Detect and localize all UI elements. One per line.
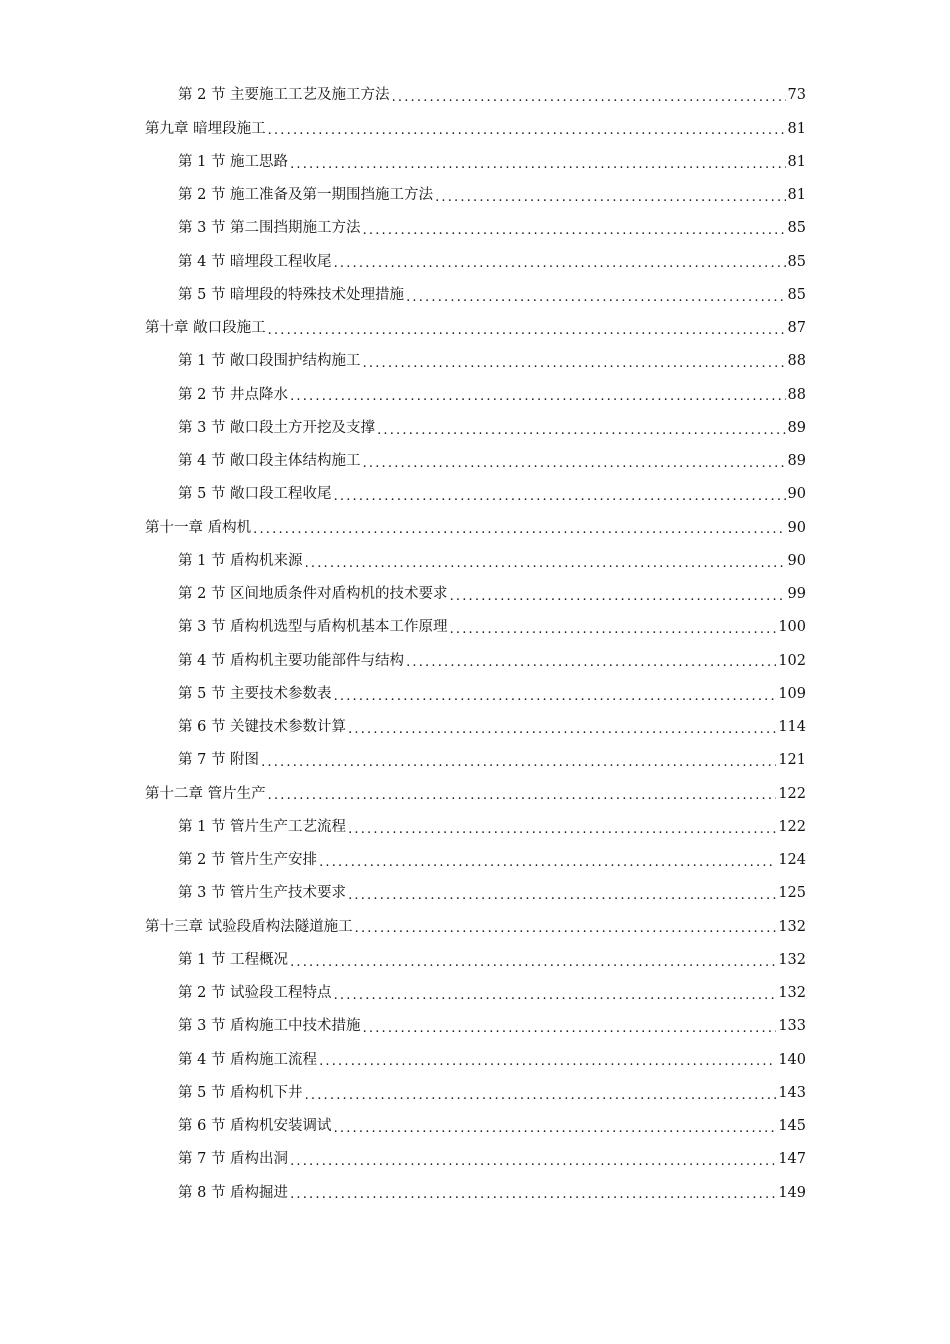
toc-page-number: 85: [787, 220, 806, 237]
toc-page-number: 90: [787, 519, 806, 536]
toc-entry-title: 第 2 节 区间地质条件对盾构机的技术要求: [178, 586, 448, 603]
toc-page-number: 122: [778, 785, 806, 802]
toc-entry-title: 第 2 节 管片生产安排: [178, 852, 318, 869]
toc-section-entry[interactable]: [0, 245, 950, 278]
toc-section-entry[interactable]: [0, 79, 950, 112]
toc-entry-title: 第 2 节 主要施工工艺及施工方法: [178, 87, 390, 104]
toc-section-entry[interactable]: [0, 545, 950, 578]
toc-page-number: 114: [778, 719, 806, 736]
toc-section-entry[interactable]: [0, 345, 950, 378]
toc-entry-title: 第 2 节 试验段工程特点: [178, 985, 332, 1002]
toc-dot-leader: [334, 989, 777, 1002]
toc-chapter-entry[interactable]: [0, 910, 950, 943]
toc-page-number: 121: [778, 752, 806, 769]
toc-page-number: 133: [778, 1018, 806, 1035]
toc-dot-leader: [334, 490, 786, 503]
toc-dot-leader: [363, 224, 786, 237]
toc-entry-title: 第 5 节 暗埋段的特殊技术处理措施: [178, 286, 405, 303]
toc-chapter-entry[interactable]: [0, 112, 950, 145]
toc-entry-title: 第 5 节 盾构机下井: [178, 1084, 303, 1101]
toc-entry-title: 第 5 节 敞口段工程收尾: [178, 486, 332, 503]
toc-page-number: 89: [787, 453, 806, 470]
toc-entry-title: 第 1 节 盾构机来源: [178, 552, 303, 569]
toc-page-number: 109: [778, 685, 806, 702]
toc-section-entry[interactable]: [0, 811, 950, 844]
toc-page-number: 87: [787, 320, 806, 337]
toc-dot-leader: [363, 357, 786, 370]
toc-entry-title: 第 3 节 管片生产技术要求: [178, 885, 347, 902]
toc-dot-leader: [406, 291, 785, 304]
toc-dot-leader: [261, 756, 776, 769]
toc-entry-title: 第 4 节 敞口段主体结构施工: [178, 453, 361, 470]
toc-page-number: 147: [778, 1151, 806, 1168]
toc-section-entry[interactable]: [0, 611, 950, 644]
toc-dot-leader: [377, 424, 785, 437]
toc-page-number: 143: [778, 1084, 806, 1101]
toc-dot-leader: [268, 124, 786, 137]
toc-entry-title: 第 1 节 敞口段围护结构施工: [178, 353, 361, 370]
toc-dot-leader: [348, 723, 776, 736]
toc-entry-title: 第十二章 管片生产: [145, 785, 266, 802]
toc-page-number: 140: [778, 1051, 806, 1068]
toc-page-number: 125: [778, 885, 806, 902]
toc-page-number: 99: [787, 586, 806, 603]
toc-dot-leader: [290, 956, 776, 969]
toc-section-entry[interactable]: [0, 578, 950, 611]
toc-entry-title: 第 3 节 第二围挡期施工方法: [178, 220, 361, 237]
toc-section-entry[interactable]: [0, 478, 950, 511]
toc-entry-title: 第 7 节 附图: [178, 752, 260, 769]
toc-dot-leader: [355, 922, 777, 935]
toc-section-entry[interactable]: [0, 179, 950, 212]
toc-dot-leader: [319, 1055, 776, 1068]
toc-section-entry[interactable]: [0, 644, 950, 677]
toc-section-entry[interactable]: [0, 844, 950, 877]
toc-dot-leader: [348, 889, 776, 902]
toc-chapter-entry[interactable]: [0, 777, 950, 810]
toc-section-entry[interactable]: [0, 279, 950, 312]
toc-dot-leader: [319, 856, 776, 869]
toc-section-entry[interactable]: [0, 678, 950, 711]
table-of-contents: [0, 79, 950, 1210]
toc-dot-leader: [450, 590, 786, 603]
toc-section-entry[interactable]: [0, 744, 950, 777]
toc-dot-leader: [305, 1089, 777, 1102]
toc-entry-title: 第 1 节 管片生产工艺流程: [178, 818, 347, 835]
toc-entry-title: 第 1 节 施工思路: [178, 153, 289, 170]
toc-chapter-entry[interactable]: [0, 511, 950, 544]
toc-entry-title: 第 3 节 敞口段土方开挖及支撑: [178, 419, 376, 436]
toc-entry-title: 第 6 节 关键技术参数计算: [178, 719, 347, 736]
toc-section-entry[interactable]: [0, 877, 950, 910]
toc-dot-leader: [363, 457, 786, 470]
toc-dot-leader: [406, 656, 776, 669]
toc-dot-leader: [348, 823, 776, 836]
toc-entry-title: 第 7 节 盾构出洞: [178, 1151, 289, 1168]
toc-page-number: 100: [778, 619, 806, 636]
toc-dot-leader: [290, 1188, 776, 1201]
toc-page-number: 85: [787, 286, 806, 303]
toc-section-entry[interactable]: [0, 1176, 950, 1209]
toc-dot-leader: [334, 690, 777, 703]
toc-dot-leader: [268, 789, 777, 802]
toc-page-number: 102: [778, 652, 806, 669]
toc-dot-leader: [253, 523, 785, 536]
toc-entry-title: 第 1 节 工程概况: [178, 951, 289, 968]
toc-dot-leader: [392, 91, 786, 104]
toc-dot-leader: [334, 1122, 777, 1135]
toc-entry-title: 第 4 节 暗埋段工程收尾: [178, 253, 332, 270]
toc-section-entry[interactable]: [0, 944, 950, 977]
toc-dot-leader: [290, 390, 785, 403]
toc-page-number: 132: [778, 985, 806, 1002]
toc-section-entry[interactable]: [0, 1010, 950, 1043]
toc-page-number: 85: [787, 253, 806, 270]
toc-page-number: 81: [787, 153, 806, 170]
toc-entry-title: 第十一章 盾构机: [145, 519, 252, 536]
toc-page-number: 90: [787, 486, 806, 503]
toc-dot-leader: [268, 324, 786, 337]
toc-chapter-entry[interactable]: [0, 312, 950, 345]
toc-section-entry[interactable]: [0, 445, 950, 478]
toc-dot-leader: [450, 623, 777, 636]
toc-page-number: 81: [787, 187, 806, 204]
toc-entry-title: 第 4 节 盾构机主要功能部件与结构: [178, 652, 405, 669]
toc-page-number: 73: [787, 87, 806, 104]
toc-entry-title: 第 8 节 盾构掘进: [178, 1184, 289, 1201]
toc-section-entry[interactable]: [0, 212, 950, 245]
toc-page-number: 122: [778, 818, 806, 835]
toc-section-entry[interactable]: [0, 412, 950, 445]
toc-dot-leader: [305, 557, 786, 570]
toc-section-entry[interactable]: [0, 1110, 950, 1143]
toc-dot-leader: [334, 257, 786, 270]
toc-page-number: 89: [787, 419, 806, 436]
toc-page-number: 81: [787, 120, 806, 137]
toc-entry-title: 第 6 节 盾构机安装调试: [178, 1118, 332, 1135]
toc-page-number: 132: [778, 951, 806, 968]
toc-entry-title: 第九章 暗埋段施工: [145, 120, 266, 137]
toc-page-number: 88: [787, 386, 806, 403]
toc-page-number: 145: [778, 1118, 806, 1135]
toc-dot-leader: [363, 1022, 777, 1035]
toc-dot-leader: [290, 158, 785, 171]
toc-entry-title: 第 2 节 井点降水: [178, 386, 289, 403]
toc-entry-title: 第 2 节 施工准备及第一期围挡施工方法: [178, 187, 434, 204]
toc-entry-title: 第 5 节 主要技术参数表: [178, 685, 332, 702]
toc-entry-title: 第 3 节 盾构施工中技术措施: [178, 1018, 361, 1035]
toc-section-entry[interactable]: [0, 378, 950, 411]
toc-section-entry[interactable]: [0, 146, 950, 179]
toc-entry-title: 第十三章 试验段盾构法隧道施工: [145, 918, 353, 935]
toc-entry-title: 第十章 敞口段施工: [145, 320, 266, 337]
toc-page-number: 132: [778, 918, 806, 935]
toc-entry-title: 第 3 节 盾构机选型与盾构机基本工作原理: [178, 619, 448, 636]
toc-dot-leader: [290, 1155, 776, 1168]
toc-section-entry[interactable]: [0, 1143, 950, 1176]
toc-page-number: 88: [787, 353, 806, 370]
toc-dot-leader: [435, 191, 785, 204]
toc-page-number: 149: [778, 1184, 806, 1201]
toc-page-number: 124: [778, 852, 806, 869]
toc-section-entry[interactable]: [0, 711, 950, 744]
toc-section-entry[interactable]: [0, 1077, 950, 1110]
toc-entry-title: 第 4 节 盾构施工流程: [178, 1051, 318, 1068]
toc-section-entry[interactable]: [0, 977, 950, 1010]
toc-section-entry[interactable]: [0, 1043, 950, 1076]
toc-page-number: 90: [787, 552, 806, 569]
